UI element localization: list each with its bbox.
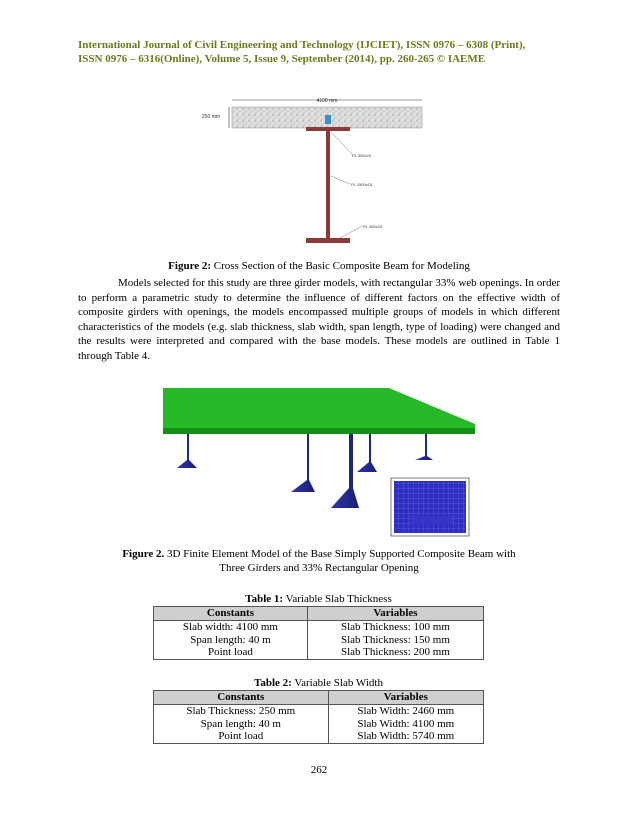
table2-caption: Table 2: Variable Slab Width xyxy=(254,677,383,689)
table2-header-constants: Constants xyxy=(154,691,329,705)
table1-header-constants: Constants xyxy=(154,607,308,621)
paragraph-text: Models selected for this study are three girder models, with rectangular 33% web openings. In order to perform a parametric study to determine the influence of different factors on the effective width of composite girders with openings, the models encompassed multiple groups of models in which different characteristics of the models (e.g. slab thickness, slab width, span length, type of loading) were changed and the results were interpreted and compared with the base models. These models are outlined in Table 1 through Table 4. xyxy=(78,277,560,362)
web xyxy=(326,131,330,238)
label-bottom-flange: PL 400x25 xyxy=(363,224,382,229)
table-row: Point load Slab Width: 5740 mm xyxy=(154,730,484,743)
girder-right xyxy=(415,434,433,460)
table1-header-variables: Variables xyxy=(307,607,483,621)
inset-mesh xyxy=(394,481,466,533)
table2 xyxy=(153,690,484,744)
table-row: Span length: 40 m Slab Width: 4100 mm xyxy=(154,718,484,731)
dim-thickness-label: 250 mm xyxy=(202,114,221,120)
girder-mid xyxy=(331,434,359,508)
figure1-caption: Figure 2: Cross Section of the Basic Composite Beam for Modeling xyxy=(168,260,470,272)
top-flange xyxy=(306,127,350,131)
dim-width-label: 4100 mm xyxy=(316,98,338,104)
label-web: PL 1500x15 xyxy=(351,182,373,187)
slab-top-face xyxy=(163,388,475,428)
table2-header-variables: Variables xyxy=(328,691,483,705)
journal-header xyxy=(78,38,560,66)
table-row: Point load Slab Thickness: 200 mm xyxy=(154,646,484,659)
cross-section-figure xyxy=(200,96,430,256)
figure2-caption: Figure 2. 3D Finite Element Model of the Base Simply Supported Composite Beam with Three Girders and 33% Rectangular Opening xyxy=(122,548,516,574)
table-row: Slab width: 4100 mm Slab Thickness: 100 mm xyxy=(154,621,484,634)
fe-model-figure xyxy=(163,388,475,542)
table1-caption: Table 1: Variable Slab Thickness xyxy=(245,593,392,605)
table-row: Span length: 40 m Slab Thickness: 150 mm xyxy=(154,634,484,647)
girder-center xyxy=(291,434,315,492)
header-line-1: International Journal of Civil Engineering and Technology (IJCIET), ISSN 0976 – 6308 (Print), xyxy=(78,39,526,51)
shear-connector xyxy=(325,115,331,124)
table-row: Slab Thickness: 250 mm Slab Width: 2460 mm xyxy=(154,705,484,718)
bottom-flange xyxy=(306,238,350,243)
body-paragraph xyxy=(78,276,560,364)
label-top-flange: PL 300x20 xyxy=(352,153,371,158)
table1 xyxy=(153,606,484,660)
girder-left xyxy=(177,434,197,468)
header-line-2: ISSN 0976 – 6316(Online), Volume 5, Issue 9, September (2014), pp. 260-265 © IAEME xyxy=(78,53,486,65)
slab-edge xyxy=(163,428,475,434)
girder-mid-right xyxy=(357,434,377,472)
page-number: 262 xyxy=(310,764,328,776)
